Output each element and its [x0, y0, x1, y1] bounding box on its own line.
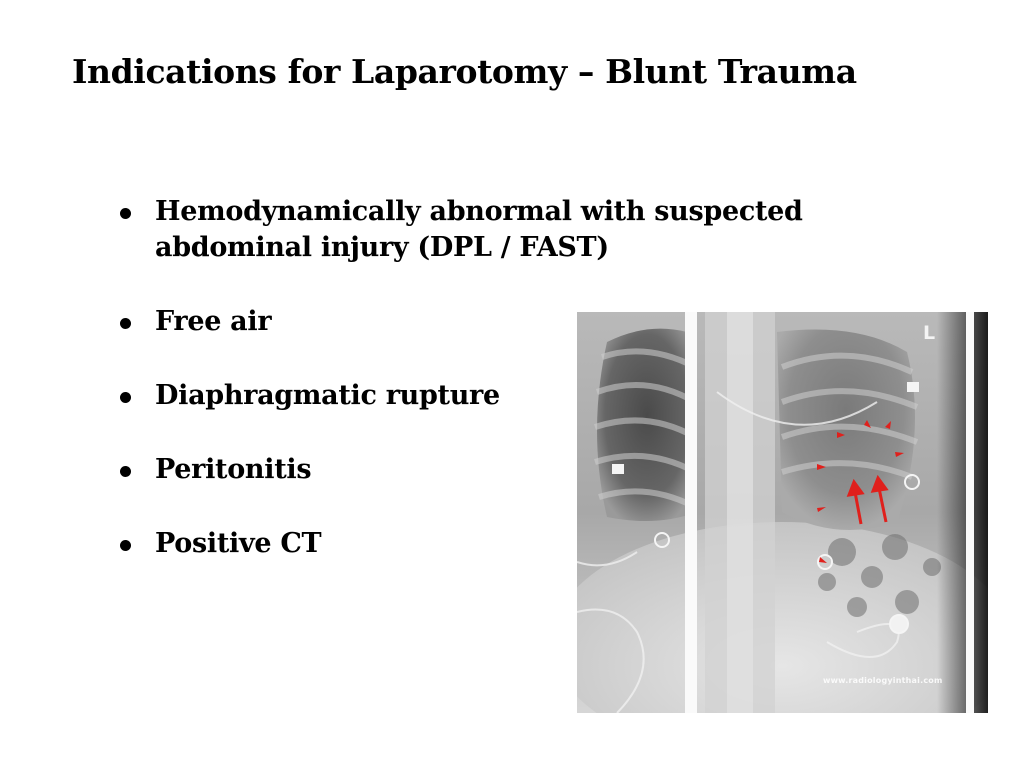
- bullet-dot-icon: [120, 208, 131, 219]
- bullet-dot-icon: [120, 466, 131, 477]
- bullet-dot-icon: [120, 392, 131, 403]
- bullet-text: Positive CT: [155, 528, 322, 559]
- bullet-text: Peritonitis: [155, 454, 312, 485]
- chest-xray-image: [577, 312, 988, 713]
- side-marker-label: L: [923, 322, 936, 344]
- bullet-text: Diaphragmatic rupture: [155, 380, 500, 411]
- bullet-dot-icon: [120, 540, 131, 551]
- bullet-text: Free air: [155, 306, 272, 337]
- bullet-text: Hemodynamically abnormal with suspected abdominal injury (DPL / FAST): [155, 196, 803, 263]
- image-watermark: www.radiologyinthai.com: [823, 676, 943, 685]
- bullet-item: [114, 194, 914, 266]
- xray-graphic: [577, 312, 988, 713]
- bullet-dot-icon: [120, 318, 131, 329]
- slide-title: Indications for Laparotomy – Blunt Trauma: [72, 52, 857, 91]
